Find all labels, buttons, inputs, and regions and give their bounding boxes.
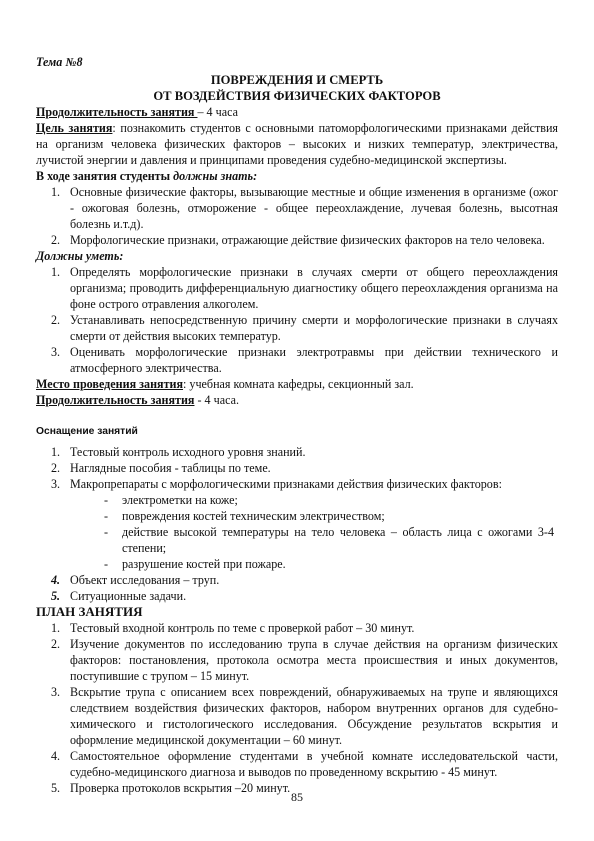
duration-line [36,104,558,120]
list-number: 3. [51,477,61,491]
list-number: 2. [51,233,61,247]
page-number: 85 [291,790,303,804]
list-item [36,748,558,780]
list-number: 1. [51,185,61,199]
list-item [36,460,558,476]
sublist-text: повреждения костей техническим электричеством; [122,509,385,523]
list-number: 4. [51,573,61,587]
equipment-sublist [36,492,558,572]
goal-text: : познакомить студентов с основными патоморфологическими признаками действия на организм человека физических факторов – высоких и низких температур, электричества, лучистой энергии и давления и принципами проведения судебно-медицинской экспертизы. [36,121,558,167]
list-text: Устанавливать непосредственную причину смерти и морфологические признаки в случаях смерти от действия высоких температур. [70,313,558,343]
list-item [36,636,558,684]
place-label: Место проведения занятия [36,377,184,391]
plan-list [36,620,558,796]
list-item [36,588,558,604]
list-number: 1. [51,621,61,635]
list-number: 3. [51,345,61,359]
able-list [36,264,558,376]
topic-number: Тема №8 [36,55,83,69]
list-item [36,572,558,588]
page-content [36,54,558,796]
title-line-1: ПОВРЕЖДЕНИЯ И СМЕРТЬ [210,73,384,87]
know-lead: В ходе занятия студенты [36,169,174,183]
list-text: Вскрытие трупа с описанием всех повреждений, обнаруживаемых на трупе и являющихся следствием воздействия физических факторов, набором внутренних органов для судебно-химического и гистологического исследования. Обсуждение результатов вскрытия и оформление медицинской документации – 60 минут. [70,685,558,747]
equipment-heading: Оснащение занятий [36,426,138,437]
duration2-line [36,392,558,408]
equipment-list-continued [36,572,558,604]
duration2-text: - 4 часа. [194,393,239,407]
sublist-text: действие высокой температуры на тело человека – область лица с ожогами 3-4 степени; [122,525,554,555]
list-text: Самостоятельное оформление студентами в учебной комнате исследовательской части, судебно-медицинского диагноза и выводов по проведенному вскрытию - 45 минут. [70,749,558,779]
sublist-item [36,556,558,572]
sublist-item [36,508,558,524]
sublist-text: электрометки на коже; [122,493,238,507]
list-item [36,344,558,376]
list-text: Наглядные пособия - таблицы по теме. [70,461,271,475]
list-text: Тестовый входной контроль по теме с проверкой работ – 30 минут. [70,621,415,635]
list-text: Оценивать морфологические признаки электротравмы при действии технического и атмосферного электричества. [70,345,558,375]
able-heading: Должны уметь: [36,249,124,263]
list-number: 1. [51,445,61,459]
goal-label: Цель занятия [36,121,113,135]
plan-heading: ПЛАН ЗАНЯТИЯ [36,604,143,619]
list-text: Проверка протоколов вскрытия –20 минут. [70,781,291,795]
place-line [36,376,558,392]
list-text: Морфологические признаки, отражающие действие физических факторов на тело человека. [70,233,545,247]
place-text: : учебная комната кафедры, секционный зал. [183,377,414,391]
sublist-item [36,492,558,508]
duration-value: – 4 часа [197,105,238,119]
list-item [36,232,558,248]
list-text: Определять морфологические признаки в случаях смерти от общего переохлаждения организма; проводить дифференциальную диагностику общего переохлаждения организма на фоне острого отравления алкоголем. [70,265,558,311]
sublist-text: разрушение костей при пожаре. [122,557,286,571]
list-number: 2. [51,313,61,327]
list-number: 2. [51,637,61,651]
list-item [36,620,558,636]
sublist-item [36,524,558,556]
goal-paragraph [36,120,558,168]
duration2-label: Продолжительность занятия [36,393,195,407]
list-item [36,684,558,748]
know-list [36,184,558,248]
list-item [36,184,558,232]
know-lead-em: должны знать: [173,169,258,183]
list-text: Макропрепараты с морфологическими признаками действия физических факторов: [70,477,502,491]
list-number: 3. [51,685,61,699]
list-text: Ситуационные задачи. [70,589,187,603]
dash-marker: - [104,493,109,507]
dash-marker: - [104,557,109,571]
list-item [36,312,558,344]
title-line-2: ОТ ВОЗДЕЙСТВИЯ ФИЗИЧЕСКИХ ФАКТОРОВ [153,89,441,103]
list-text: Основные физические факторы, вызывающие местные и общие изменения в организме (ожог - ожоговая болезнь, отморожение - общее переохлаждение, лучевая болезнь, высотная болезнь и.т.д). [70,185,558,231]
list-number: 4. [51,749,61,763]
list-text: Изучение документов по исследованию трупа в случае действия на организм физических факторов: постановления, протокола осмотра места происшествия и иных документов, поступившие с трупом – 15 минут. [70,637,558,683]
list-number: 5. [51,589,61,603]
list-number: 2. [51,461,61,475]
list-item [36,476,558,492]
dash-marker: - [104,509,109,523]
duration-label: Продолжительность занятия [36,105,198,119]
equipment-list [36,444,558,492]
know-heading [36,168,558,184]
list-number: 5. [51,781,61,795]
list-text: Объект исследования – труп. [70,573,220,587]
dash-marker: - [104,525,109,539]
list-text: Тестовый контроль исходного уровня знаний. [70,445,306,459]
list-number: 1. [51,265,61,279]
list-item [36,264,558,312]
list-item [36,444,558,460]
